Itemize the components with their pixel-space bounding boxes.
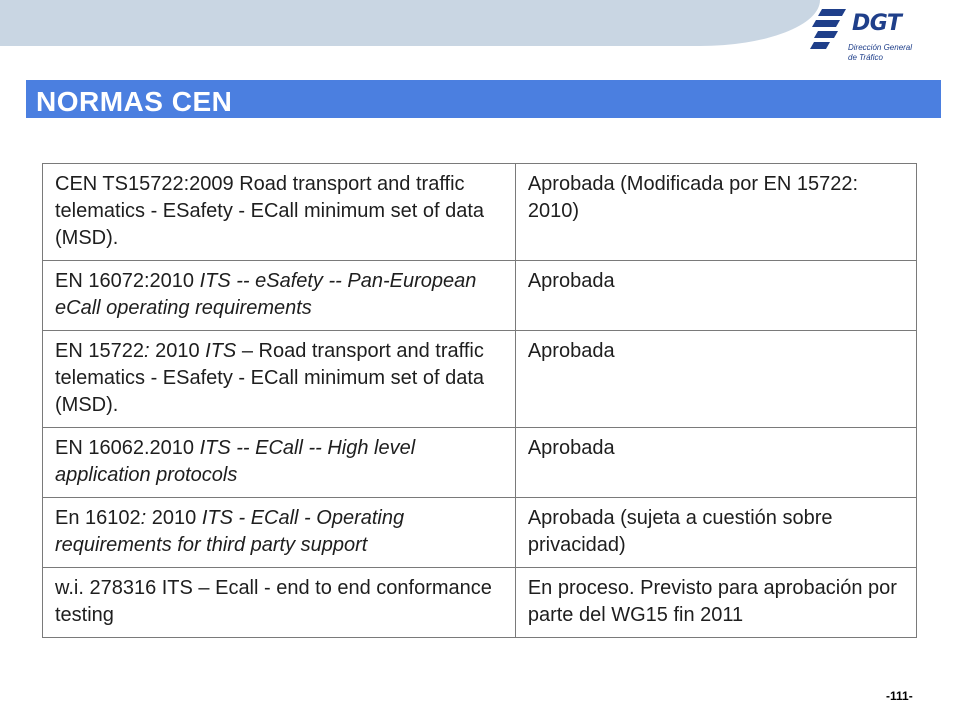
dgt-logo xyxy=(808,5,958,69)
table-row xyxy=(43,261,917,331)
status-cell: Aprobada xyxy=(515,428,916,498)
standard-text: 2010 xyxy=(146,507,202,529)
standard-cell xyxy=(43,331,516,428)
status-cell: Aprobada xyxy=(515,331,916,428)
standard-text: CEN TS15722:2009 Road transport and traffic telematics - ESafety - ECall minimum set of data (MSD). xyxy=(55,173,485,249)
status-cell: Aprobada (sujeta a cuestión sobre privacidad) xyxy=(515,498,916,568)
table-row xyxy=(43,498,917,568)
table-row xyxy=(43,331,917,428)
standard-cell xyxy=(43,498,516,568)
standard-text: EN 16072:2010 xyxy=(55,270,200,292)
page-number: -111- xyxy=(886,689,913,703)
standard-text: EN 15722 xyxy=(55,340,144,362)
logo-subtitle-line2: de Tráfico xyxy=(848,53,883,62)
standard-cell xyxy=(43,261,516,331)
standards-table-body xyxy=(43,164,917,638)
table-row xyxy=(43,568,917,638)
header-decorative-band xyxy=(0,0,820,46)
status-cell: En proceso. Previsto para aprobación por parte del WG15 fin 2011 xyxy=(515,568,916,638)
standard-text: : xyxy=(140,507,147,529)
standard-cell xyxy=(43,164,516,261)
standard-text: ITS xyxy=(205,340,237,362)
logo-text: DGT xyxy=(852,11,902,36)
standard-text: ITS -- ECall -- High level application protocols xyxy=(55,437,416,486)
status-cell: Aprobada xyxy=(515,261,916,331)
standard-cell xyxy=(43,568,516,638)
standard-text: 2010 xyxy=(149,340,206,362)
standard-text: ITS -- eSafety -- Pan-European eCall operating requirements xyxy=(55,270,477,319)
page-title: NORMAS CEN xyxy=(36,86,233,117)
standard-text: – Road transport and traffic telematics - ESafety - ECall minimum set of data (MSD). xyxy=(55,340,485,416)
standard-text: En 16102 xyxy=(55,507,141,529)
standard-text: : xyxy=(143,340,150,362)
standard-text: EN 16062.2010 xyxy=(55,437,200,459)
table-row xyxy=(43,164,917,261)
table-row xyxy=(43,428,917,498)
standards-table xyxy=(42,163,917,638)
standard-cell xyxy=(43,428,516,498)
logo-subtitle-line1: Dirección General xyxy=(848,43,913,52)
standard-text: ITS - ECall - Operating requirements for third party support xyxy=(55,507,405,556)
standard-text: w.i. 278316 ITS – Ecall - end to end conformance testing xyxy=(55,577,492,626)
status-cell: Aprobada (Modificada por EN 15722: 2010) xyxy=(515,164,916,261)
dgt-emblem-icon xyxy=(808,7,848,53)
